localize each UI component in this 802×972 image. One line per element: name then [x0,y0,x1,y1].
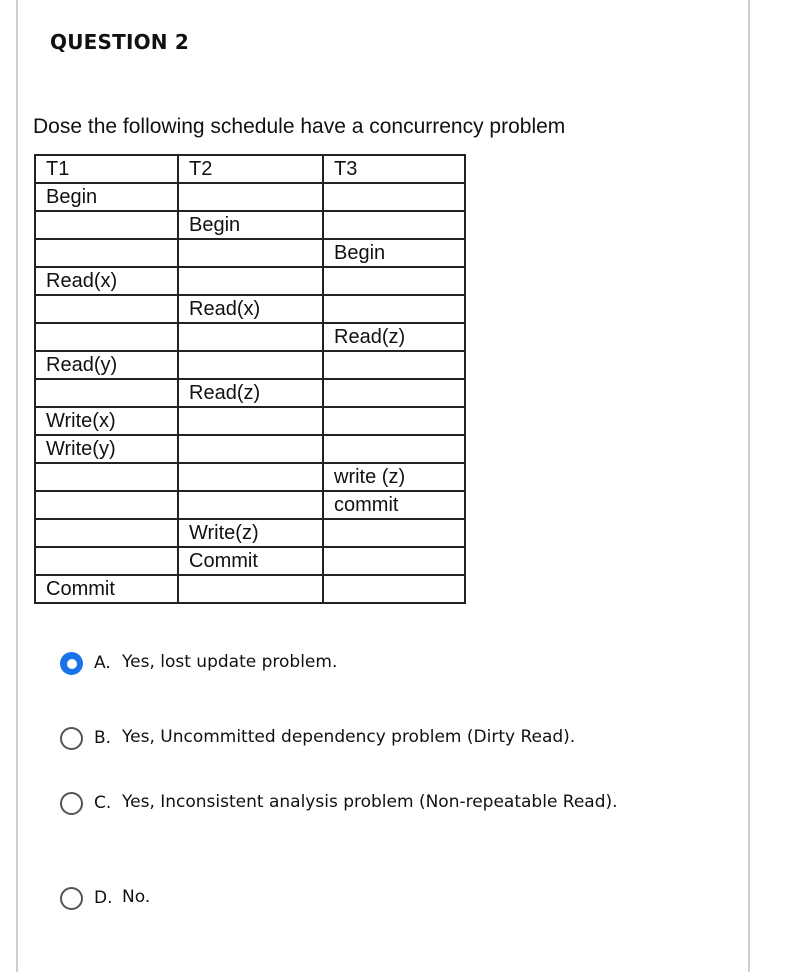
schedule-cell [35,491,178,519]
option-b-text: Yes, Uncommitted dependency problem (Dirty Read). [122,727,576,747]
schedule-header-row [35,155,465,183]
schedule-cell: Read(x) [35,267,178,295]
schedule-cell [178,491,323,519]
schedule-cell: Read(z) [178,379,323,407]
option-b-letter: B. [94,728,112,748]
schedule-cell [178,407,323,435]
schedule-row [35,407,465,435]
schedule-cell [323,267,465,295]
schedule-row [35,183,465,211]
schedule-table [34,154,466,604]
schedule-cell: Read(z) [323,323,465,351]
schedule-cell: Read(x) [178,295,323,323]
question-title: QUESTION 2 [50,30,190,54]
schedule-cell: Write(y) [35,435,178,463]
schedule-header-cell: T1 [35,155,178,183]
schedule-cell [323,519,465,547]
schedule-row [35,295,465,323]
schedule-row [35,379,465,407]
schedule-cell [323,547,465,575]
schedule-cell [35,211,178,239]
schedule-cell: Begin [178,211,323,239]
option-c-radio[interactable] [60,792,83,815]
option-a-text: Yes, lost update problem. [122,652,338,672]
schedule-cell: Commit [178,547,323,575]
schedule-cell: Commit [35,575,178,603]
schedule-cell [178,323,323,351]
schedule-row [35,575,465,603]
option-c-text: Yes, Inconsistent analysis problem (Non-repeatable Read). [122,792,618,812]
schedule-cell [323,183,465,211]
schedule-header-cell: T3 [323,155,465,183]
page-frame-left-border [16,0,18,972]
schedule-cell [178,239,323,267]
schedule-cell: write (z) [323,463,465,491]
schedule-cell: commit [323,491,465,519]
schedule-cell [35,463,178,491]
schedule-cell [35,239,178,267]
option-c-letter: C. [94,793,112,813]
schedule-row [35,491,465,519]
schedule-row [35,239,465,267]
question-prompt: Dose the following schedule have a concurrency problem [33,115,566,138]
schedule-row [35,211,465,239]
option-a-radio[interactable] [60,652,83,675]
page-frame-right-border [748,0,750,972]
schedule-row [35,267,465,295]
schedule-cell [178,463,323,491]
schedule-row [35,463,465,491]
schedule-cell [323,351,465,379]
option-a-letter: A. [94,653,111,673]
schedule-header-cell: T2 [178,155,323,183]
option-d-letter: D. [94,888,113,908]
schedule-cell [35,323,178,351]
schedule-cell [178,575,323,603]
option-d-radio[interactable] [60,887,83,910]
schedule-cell [323,295,465,323]
schedule-cell: Write(z) [178,519,323,547]
schedule-cell [323,575,465,603]
schedule-cell [35,519,178,547]
schedule-cell [323,407,465,435]
schedule-cell [178,435,323,463]
schedule-row [35,519,465,547]
schedule-cell [35,295,178,323]
schedule-cell: Begin [323,239,465,267]
schedule-cell [323,379,465,407]
schedule-cell: Read(y) [35,351,178,379]
schedule-row [35,351,465,379]
schedule-cell [178,267,323,295]
schedule-cell [35,547,178,575]
schedule-cell [178,351,323,379]
schedule-row [35,547,465,575]
schedule-cell: Begin [35,183,178,211]
schedule-cell [178,183,323,211]
schedule-row [35,435,465,463]
option-b-radio[interactable] [60,727,83,750]
schedule-cell [323,211,465,239]
schedule-row [35,323,465,351]
schedule-cell [323,435,465,463]
schedule-cell: Write(x) [35,407,178,435]
schedule-cell [35,379,178,407]
option-d-text: No. [122,887,151,907]
